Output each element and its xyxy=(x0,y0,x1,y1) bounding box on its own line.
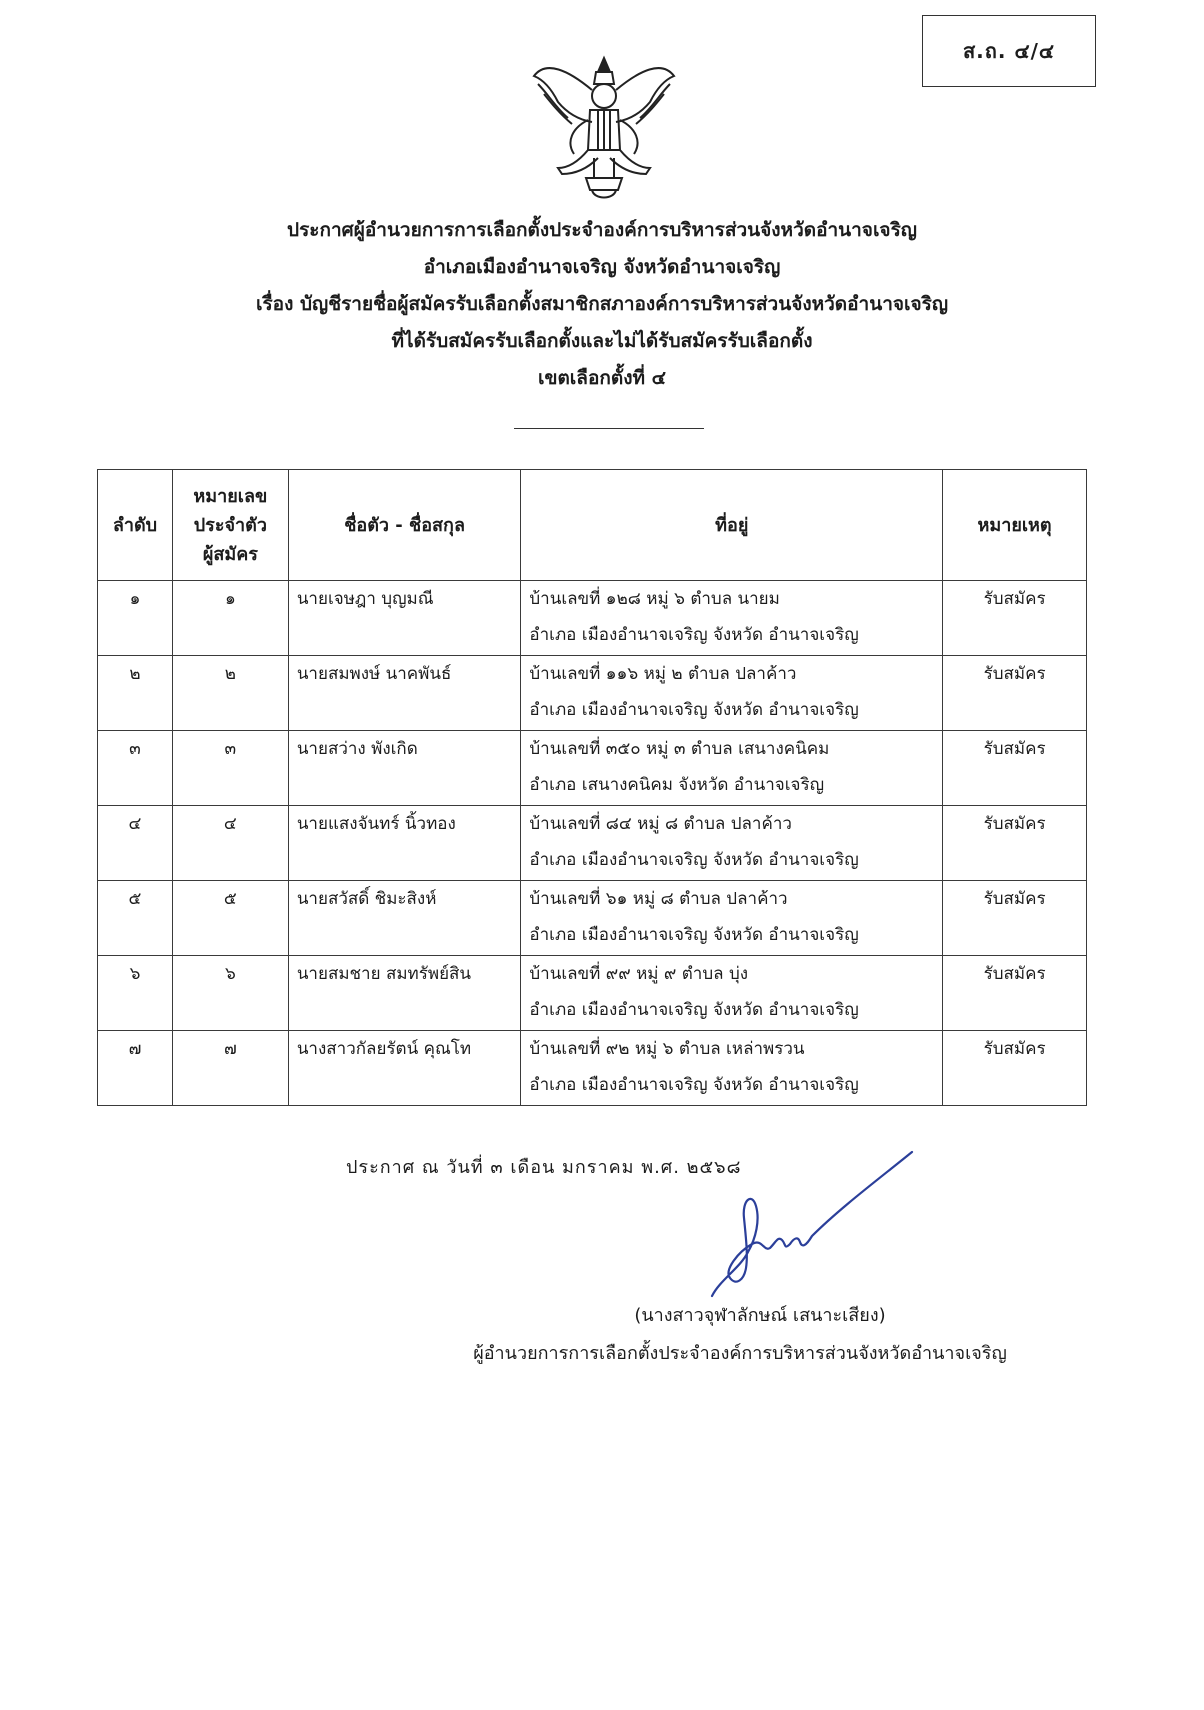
signer-title: ผู้อำนวยการการเลือกตั้งประจำองค์การบริหารส่วนจังหวัดอำนาจเจริญ xyxy=(473,1343,1007,1364)
table-row xyxy=(98,806,1087,881)
address-line: อำเภอ เมืองอำนาจเจริญ จังหวัด อำนาจเจริญ xyxy=(529,1000,859,1020)
title-line-5: เขตเลือกตั้งที่ ๔ xyxy=(537,367,666,389)
cell-number: ๒ xyxy=(172,656,288,731)
cell-name: นางสาวกัลยรัตน์ คุณโท xyxy=(288,1031,521,1106)
address-line: บ้านเลขที่ ๑๑๖ หมู่ ๒ ตำบล ปลาค้าว xyxy=(529,664,797,684)
cell-note: รับสมัคร xyxy=(943,1031,1087,1106)
title-line-2: อำเภอเมืองอำนาจเจริญ จังหวัดอำนาจเจริญ xyxy=(423,256,781,278)
cell-number: ๓ xyxy=(172,731,288,806)
address-line: อำเภอ เมืองอำนาจเจริญ จังหวัด อำนาจเจริญ xyxy=(529,850,859,870)
cell-order: ๒ xyxy=(98,656,173,731)
table-header-row xyxy=(98,470,1087,581)
cell-address xyxy=(521,881,943,956)
title-line-1: ประกาศผู้อำนวยการการเลือกตั้งประจำองค์การบริหารส่วนจังหวัดอำนาจเจริญ xyxy=(287,219,917,241)
cell-name: นายสมพงษ์ นาคพันธ์ xyxy=(288,656,521,731)
cell-number: ๖ xyxy=(172,956,288,1031)
cell-name: นายสว่าง พังเกิด xyxy=(288,731,521,806)
cell-note: รับสมัคร xyxy=(943,731,1087,806)
cell-address xyxy=(521,656,943,731)
address-line: บ้านเลขที่ ๙๒ หมู่ ๖ ตำบล เหล่าพรวน xyxy=(529,1039,805,1059)
garuda-emblem-icon xyxy=(528,50,680,210)
cell-order: ๕ xyxy=(98,881,173,956)
cell-note: รับสมัคร xyxy=(943,656,1087,731)
address-line: บ้านเลขที่ ๓๕๐ หมู่ ๓ ตำบล เสนางคนิคม xyxy=(529,739,830,759)
candidate-table xyxy=(97,469,1087,1106)
cell-address xyxy=(521,956,943,1031)
address-line: อำเภอ เมืองอำนาจเจริญ จังหวัด อำนาจเจริญ xyxy=(529,1075,859,1095)
cell-address xyxy=(521,731,943,806)
header-number-line: หมายเลข xyxy=(193,485,268,507)
header-number-line: ผู้สมัคร xyxy=(202,543,258,565)
header-address: ที่อยู่ xyxy=(521,470,943,581)
header-number xyxy=(172,470,288,581)
cell-note: รับสมัคร xyxy=(943,956,1087,1031)
handwritten-signature xyxy=(660,1148,920,1308)
title-line-4: ที่ได้รับสมัครรับเลือกตั้งและไม่ได้รับสมัครรับเลือกตั้ง xyxy=(391,330,813,352)
cell-note: รับสมัคร xyxy=(943,806,1087,881)
header-name: ชื่อตัว - ชื่อสกุล xyxy=(288,470,521,581)
table-row xyxy=(98,956,1087,1031)
cell-note: รับสมัคร xyxy=(943,581,1087,656)
address-line: อำเภอ เสนางคนิคม จังหวัด อำนาจเจริญ xyxy=(529,775,825,795)
signer-name: (นางสาวจุฬาลักษณ์ เสนาะเสียง) xyxy=(634,1305,886,1326)
cell-number: ๔ xyxy=(172,806,288,881)
table-row xyxy=(98,881,1087,956)
announcement-date: ประกาศ ณ วันที่ ๓ เดือน มกราคม พ.ศ. ๒๕๖๘ xyxy=(346,1157,742,1178)
address-line: อำเภอ เมืองอำนาจเจริญ จังหวัด อำนาจเจริญ xyxy=(529,625,859,645)
cell-name: นายสวัสดิ์ ชิมะสิงห์ xyxy=(288,881,521,956)
cell-name: นายเจษฎา บุญมณี xyxy=(288,581,521,656)
header-number-line: ประจำตัว xyxy=(193,514,267,536)
announcement-title xyxy=(150,212,1054,397)
header-order: ลำดับ xyxy=(98,470,173,581)
table-row xyxy=(98,581,1087,656)
cell-address xyxy=(521,581,943,656)
cell-number: ๗ xyxy=(172,1031,288,1106)
cell-address xyxy=(521,806,943,881)
cell-number: ๑ xyxy=(172,581,288,656)
cell-order: ๔ xyxy=(98,806,173,881)
form-code: ส.ถ. ๔/๔ xyxy=(962,39,1056,63)
address-line: บ้านเลขที่ ๙๙ หมู่ ๙ ตำบล บุ่ง xyxy=(529,964,749,984)
cell-order: ๑ xyxy=(98,581,173,656)
table-row xyxy=(98,656,1087,731)
header-note: หมายเหตุ xyxy=(943,470,1087,581)
table-row xyxy=(98,731,1087,806)
address-line: อำเภอ เมืองอำนาจเจริญ จังหวัด อำนาจเจริญ xyxy=(529,925,859,945)
cell-order: ๓ xyxy=(98,731,173,806)
cell-note: รับสมัคร xyxy=(943,881,1087,956)
cell-order: ๗ xyxy=(98,1031,173,1106)
table-row xyxy=(98,1031,1087,1106)
cell-address xyxy=(521,1031,943,1106)
title-divider xyxy=(514,428,704,429)
cell-name: นายแสงจันทร์ นิ้วทอง xyxy=(288,806,521,881)
address-line: อำเภอ เมืองอำนาจเจริญ จังหวัด อำนาจเจริญ xyxy=(529,700,859,720)
cell-number: ๕ xyxy=(172,881,288,956)
cell-order: ๖ xyxy=(98,956,173,1031)
form-code-box xyxy=(922,15,1096,87)
cell-name: นายสมชาย สมทรัพย์สิน xyxy=(288,956,521,1031)
address-line: บ้านเลขที่ ๘๔ หมู่ ๘ ตำบล ปลาค้าว xyxy=(529,814,792,834)
title-line-3: เรื่อง บัญชีรายชื่อผู้สมัครรับเลือกตั้งสมาชิกสภาองค์การบริหารส่วนจังหวัดอำนาจเจริญ xyxy=(255,293,949,315)
address-line: บ้านเลขที่ ๖๑ หมู่ ๘ ตำบล ปลาค้าว xyxy=(529,889,788,909)
address-line: บ้านเลขที่ ๑๒๘ หมู่ ๖ ตำบล นายม xyxy=(529,589,780,609)
